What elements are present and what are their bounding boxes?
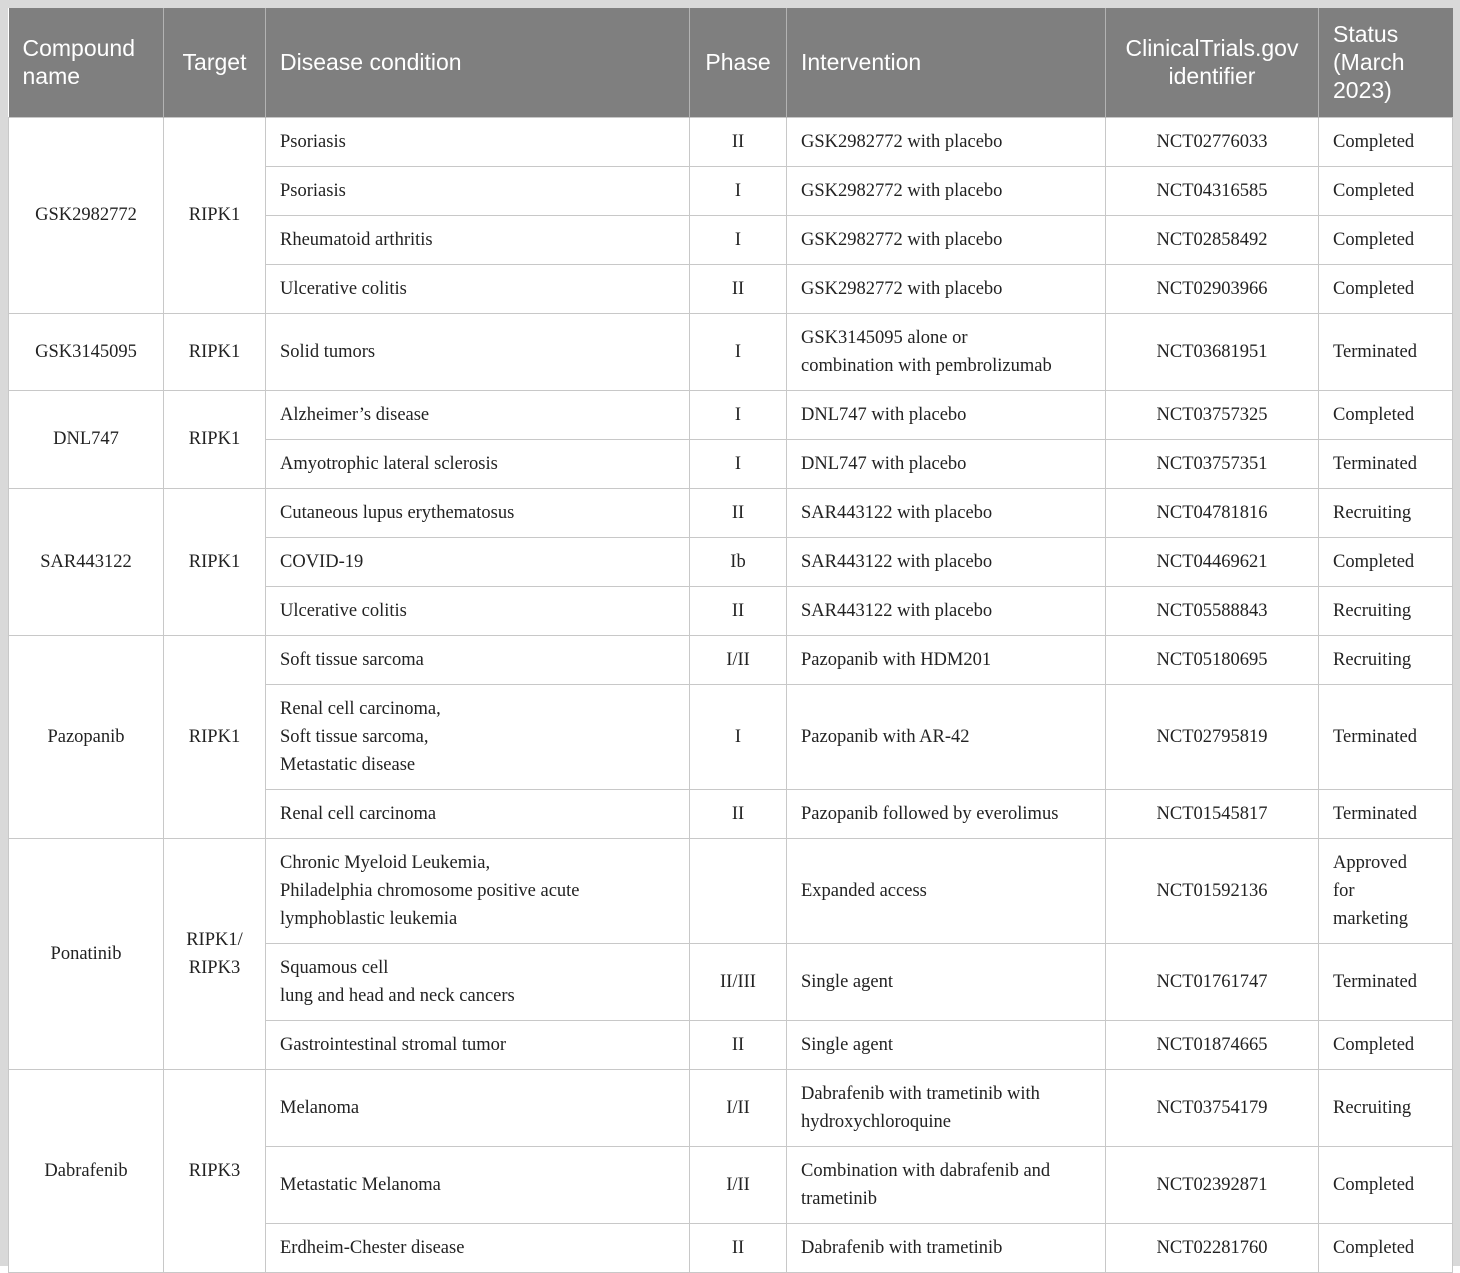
intervention-cell: SAR443122 with placebo — [787, 586, 1106, 635]
table-row — [9, 488, 1453, 537]
phase-cell: II — [690, 789, 787, 838]
intervention-cell: DNL747 with placebo — [787, 390, 1106, 439]
table-row — [9, 117, 1453, 166]
intervention-cell: Pazopanib with HDM201 — [787, 635, 1106, 684]
disease-condition-cell: Erdheim-Chester disease — [266, 1223, 690, 1272]
compound-name-cell: GSK2982772 — [9, 117, 164, 313]
identifier-cell: NCT04469621 — [1106, 537, 1319, 586]
phase-cell: I — [690, 390, 787, 439]
phase-cell: II/III — [690, 943, 787, 1020]
disease-condition-cell: Solid tumors — [266, 313, 690, 390]
table-row — [9, 313, 1453, 390]
table-row — [9, 390, 1453, 439]
status-cell: Completed — [1319, 537, 1453, 586]
identifier-cell: NCT03757351 — [1106, 439, 1319, 488]
phase-cell: II — [690, 264, 787, 313]
phase-cell: I/II — [690, 1069, 787, 1146]
intervention-cell: SAR443122 with placebo — [787, 537, 1106, 586]
status-cell: Recruiting — [1319, 1069, 1453, 1146]
status-cell: Completed — [1319, 166, 1453, 215]
status-cell: Terminated — [1319, 943, 1453, 1020]
identifier-cell: NCT04781816 — [1106, 488, 1319, 537]
phase-cell: I — [690, 439, 787, 488]
intervention-cell: GSK3145095 alone or combination with pembrolizumab — [787, 313, 1106, 390]
status-cell: Recruiting — [1319, 586, 1453, 635]
status-cell: Terminated — [1319, 439, 1453, 488]
phase-cell: I — [690, 684, 787, 789]
identifier-cell: NCT03681951 — [1106, 313, 1319, 390]
intervention-cell: GSK2982772 with placebo — [787, 215, 1106, 264]
disease-condition-cell: Gastrointestinal stromal tumor — [266, 1020, 690, 1069]
header-compound-name: Compound name — [9, 8, 164, 117]
identifier-cell: NCT02392871 — [1106, 1146, 1319, 1223]
status-cell: Terminated — [1319, 313, 1453, 390]
status-cell: Completed — [1319, 1223, 1453, 1272]
disease-condition-cell: Renal cell carcinoma — [266, 789, 690, 838]
target-cell: RIPK1 — [164, 488, 266, 635]
target-cell: RIPK1 — [164, 635, 266, 838]
target-cell: RIPK3 — [164, 1069, 266, 1272]
status-cell: Terminated — [1319, 789, 1453, 838]
disease-condition-cell: Psoriasis — [266, 117, 690, 166]
status-cell: Completed — [1319, 215, 1453, 264]
phase-cell: I — [690, 166, 787, 215]
status-cell: Terminated — [1319, 684, 1453, 789]
table-row — [9, 635, 1453, 684]
phase-cell: I/II — [690, 635, 787, 684]
phase-cell: I — [690, 215, 787, 264]
intervention-cell: Pazopanib with AR-42 — [787, 684, 1106, 789]
compound-name-cell: Ponatinib — [9, 838, 164, 1069]
header-phase: Phase — [690, 8, 787, 117]
status-cell: Completed — [1319, 117, 1453, 166]
compound-name-cell: SAR443122 — [9, 488, 164, 635]
identifier-cell: NCT02281760 — [1106, 1223, 1319, 1272]
status-cell: Completed — [1319, 264, 1453, 313]
status-cell: Completed — [1319, 1020, 1453, 1069]
disease-condition-cell: Ulcerative colitis — [266, 586, 690, 635]
table-body — [9, 117, 1453, 1272]
identifier-cell: NCT02795819 — [1106, 684, 1319, 789]
compound-name-cell: Dabrafenib — [9, 1069, 164, 1272]
disease-condition-cell: Metastatic Melanoma — [266, 1146, 690, 1223]
disease-condition-cell: Melanoma — [266, 1069, 690, 1146]
table-row — [9, 1069, 1453, 1146]
intervention-cell: DNL747 with placebo — [787, 439, 1106, 488]
phase-cell: II — [690, 586, 787, 635]
intervention-cell: Pazopanib followed by everolimus — [787, 789, 1106, 838]
status-cell: Completed — [1319, 1146, 1453, 1223]
compound-name-cell: DNL747 — [9, 390, 164, 488]
intervention-cell: Expanded access — [787, 838, 1106, 943]
header-status: Status (March 2023) — [1319, 8, 1453, 117]
clinical-trials-table — [8, 8, 1453, 1273]
intervention-cell: Combination with dabrafenib and trametinib — [787, 1146, 1106, 1223]
phase-cell — [690, 838, 787, 943]
intervention-cell: Single agent — [787, 1020, 1106, 1069]
header-row — [9, 8, 1453, 117]
phase-cell: I — [690, 313, 787, 390]
intervention-cell: Single agent — [787, 943, 1106, 1020]
identifier-cell: NCT02776033 — [1106, 117, 1319, 166]
target-cell: RIPK1 — [164, 313, 266, 390]
table-row — [9, 838, 1453, 943]
phase-cell: II — [690, 1020, 787, 1069]
disease-condition-cell: Cutaneous lupus erythematosus — [266, 488, 690, 537]
header-identifier: ClinicalTrials.gov identifier — [1106, 8, 1319, 117]
intervention-cell: GSK2982772 with placebo — [787, 264, 1106, 313]
intervention-cell: GSK2982772 with placebo — [787, 117, 1106, 166]
disease-condition-cell: Ulcerative colitis — [266, 264, 690, 313]
disease-condition-cell: Squamous cell lung and head and neck cancers — [266, 943, 690, 1020]
status-cell: Recruiting — [1319, 488, 1453, 537]
phase-cell: I/II — [690, 1146, 787, 1223]
target-cell: RIPK1 — [164, 117, 266, 313]
disease-condition-cell: Chronic Myeloid Leukemia, Philadelphia chromosome positive acute lymphoblastic leukemia — [266, 838, 690, 943]
header-intervention: Intervention — [787, 8, 1106, 117]
phase-cell: II — [690, 1223, 787, 1272]
disease-condition-cell: Soft tissue sarcoma — [266, 635, 690, 684]
intervention-cell: GSK2982772 with placebo — [787, 166, 1106, 215]
disease-condition-cell: Renal cell carcinoma, Soft tissue sarcoma, Metastatic disease — [266, 684, 690, 789]
status-cell: Approved for marketing — [1319, 838, 1453, 943]
disease-condition-cell: Psoriasis — [266, 166, 690, 215]
identifier-cell: NCT04316585 — [1106, 166, 1319, 215]
identifier-cell: NCT01545817 — [1106, 789, 1319, 838]
identifier-cell: NCT01761747 — [1106, 943, 1319, 1020]
disease-condition-cell: Rheumatoid arthritis — [266, 215, 690, 264]
disease-condition-cell: COVID-19 — [266, 537, 690, 586]
disease-condition-cell: Amyotrophic lateral sclerosis — [266, 439, 690, 488]
header-disease-condition: Disease condition — [266, 8, 690, 117]
identifier-cell: NCT05180695 — [1106, 635, 1319, 684]
header-target: Target — [164, 8, 266, 117]
compound-name-cell: GSK3145095 — [9, 313, 164, 390]
phase-cell: II — [690, 117, 787, 166]
identifier-cell: NCT02903966 — [1106, 264, 1319, 313]
identifier-cell: NCT05588843 — [1106, 586, 1319, 635]
intervention-cell: Dabrafenib with trametinib with hydroxychloroquine — [787, 1069, 1106, 1146]
identifier-cell: NCT01874665 — [1106, 1020, 1319, 1069]
intervention-cell: SAR443122 with placebo — [787, 488, 1106, 537]
phase-cell: II — [690, 488, 787, 537]
status-cell: Recruiting — [1319, 635, 1453, 684]
identifier-cell: NCT03754179 — [1106, 1069, 1319, 1146]
compound-name-cell: Pazopanib — [9, 635, 164, 838]
identifier-cell: NCT03757325 — [1106, 390, 1319, 439]
status-cell: Completed — [1319, 390, 1453, 439]
target-cell: RIPK1/ RIPK3 — [164, 838, 266, 1069]
identifier-cell: NCT01592136 — [1106, 838, 1319, 943]
disease-condition-cell: Alzheimer’s disease — [266, 390, 690, 439]
identifier-cell: NCT02858492 — [1106, 215, 1319, 264]
phase-cell: Ib — [690, 537, 787, 586]
intervention-cell: Dabrafenib with trametinib — [787, 1223, 1106, 1272]
target-cell: RIPK1 — [164, 390, 266, 488]
